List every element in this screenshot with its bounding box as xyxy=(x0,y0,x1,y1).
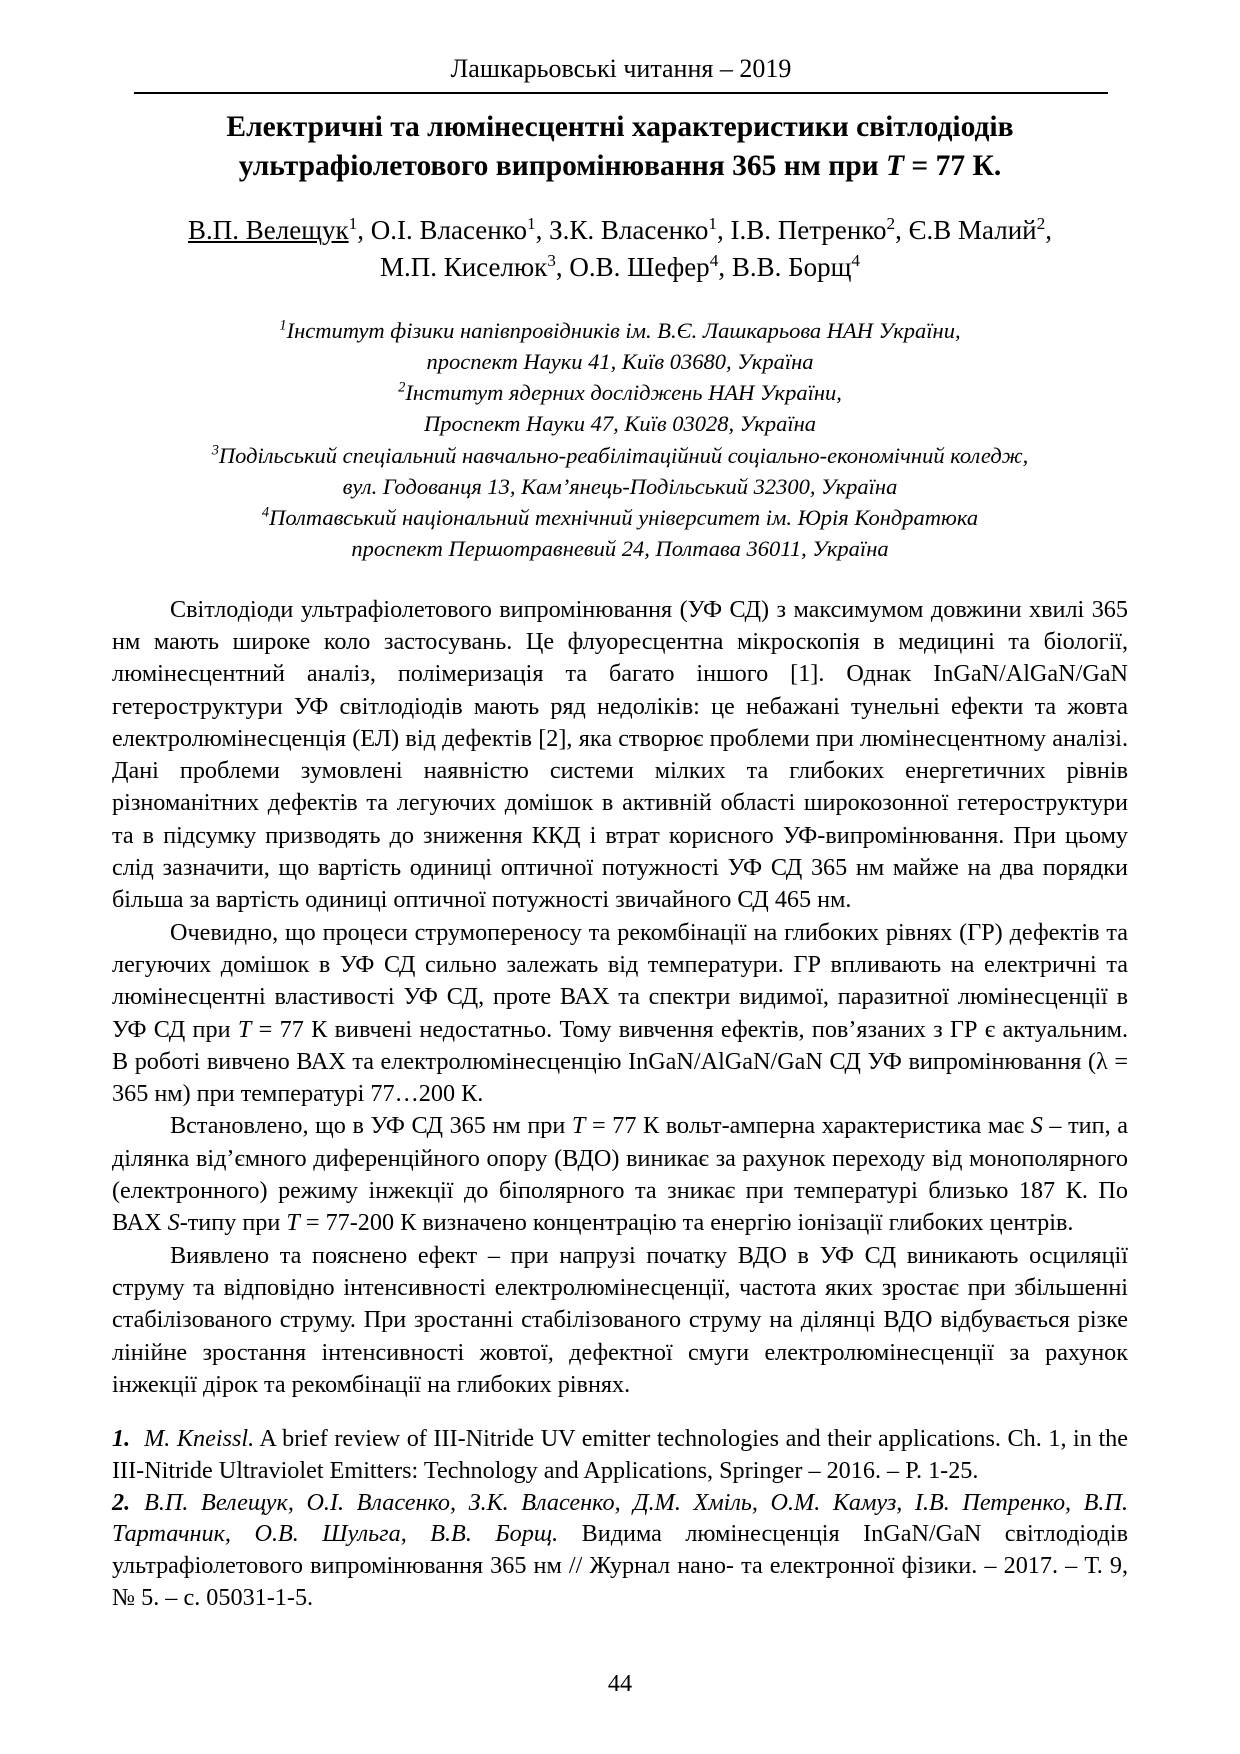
page-number: 44 xyxy=(607,1670,633,1697)
affiliation-text: Полтавський національний технічний університет ім. Юрія Кондратюка xyxy=(269,504,979,530)
affiliation-text: вул. Годованця 13, Кам’янець-Подільський 32300, Україна xyxy=(342,473,898,499)
paragraph-3-part-c: – тип, а ділянка від’ємного диференційного опору (ВДО) виникає за рахунок переходу від монополярного (електронного) режиму інжекції до біполярного та зникає при температурі близько 187 К. По ВАХ xyxy=(112,1112,1128,1237)
title-line-1: Електричні та люмінесцентні характеристики світлодіодів xyxy=(226,111,1014,143)
paragraph-4: Виявлено та пояснено ефект – при напрузі початку ВДО в УФ СД виникають осциляції струму та відповідно інтенсивності електролюмінесценції, частота яких зростає при збільшенні стабілізованого струму. При зростанні стабілізованого струму на ділянці ВДО відбувається різке лінійне зростання інтенсивності жовтої, дефектної смуги електролюмінесценції за рахунок інжекції дірок та рекомбінації на глибоких рівнях. xyxy=(112,1241,1128,1398)
affiliation-text: проспект Науки 41, Київ 03680, Україна xyxy=(426,349,814,375)
author-line-1-comma: , xyxy=(1045,214,1052,245)
affiliation-item xyxy=(112,440,1128,471)
reference-list xyxy=(112,1423,1128,1613)
author-veleshchuk-affiliation-marker: 1 xyxy=(348,213,358,233)
paragraph-3 xyxy=(112,1110,1128,1239)
author-veleshchuk: В.П. Велещук xyxy=(187,214,349,245)
page-content xyxy=(112,104,1128,1613)
reference-number: 1. xyxy=(112,1425,131,1453)
affiliation-item xyxy=(112,408,1128,439)
author-shefer: , О.В. Шефер xyxy=(555,251,710,282)
author-petrenko-affiliation-marker: 2 xyxy=(886,213,896,233)
running-header: Лашкарьовські читання – 2019 xyxy=(450,54,792,83)
reference-item xyxy=(112,1487,1128,1614)
paragraph-2-part-a: Очевидно, що процеси струмопереносу та рекомбінації на глибоких рівнях (ГР) дефектів та легуючих домішок в УФ СД сильно залежать від температури. ГР впливають на електричні та люмінесцентні властивості УФ СД, проте ВАХ та спектри видимої, паразитної люмінесценції в УФ СД при xyxy=(112,918,1128,1043)
reference-authors: В.П. Велещук, О.І. Власенко, З.К. Власенко, Д.М. Хміль, О.М. Камуз, І.В. Петренко, В.П. Тартачник, О.В. Шульга, В.В. Борщ. xyxy=(112,1488,1128,1548)
abstract-body xyxy=(112,594,1128,1401)
header-divider-rule xyxy=(134,92,1108,94)
symbol-S: S xyxy=(167,1209,180,1237)
paragraph-3-part-a: Встановлено, що в УФ СД 365 нм при xyxy=(170,1112,572,1140)
author-vlasenko-o: , О.І. Власенко xyxy=(357,214,527,245)
affiliation-marker: 3 xyxy=(211,442,219,458)
affiliation-text: Інститут ядерних досліджень НАН України, xyxy=(405,380,842,406)
reference-number: 2. xyxy=(112,1488,131,1516)
paragraph-3-part-b: = 77 К вольт-амперна характеристика має xyxy=(585,1112,1031,1140)
affiliation-item xyxy=(112,377,1128,408)
author-vlasenko-z: , З.К. Власенко xyxy=(535,214,709,245)
author-borshch: , В.В. Борщ xyxy=(718,251,852,282)
reference-text: Видима люмінесценція InGaN/GaN світлодіодів ультрафіолетового випромінювання 365 нм // Журнал нано- та електронної фізики. – 2017. – Т. 9, № 5. – с. 05031-1-5. xyxy=(112,1520,1128,1611)
author-malyi-affiliation-marker: 2 xyxy=(1036,213,1046,233)
symbol-T: T xyxy=(237,1015,252,1043)
reference-text: A brief review of III-Nitride UV emitter technologies and their applications. Ch. 1, in the III-Nitride Ultraviolet Emitters: Technology and Applications, Springer – 2016. – P. 1-25. xyxy=(112,1425,1128,1484)
affiliation-marker: 2 xyxy=(398,379,406,396)
page-title xyxy=(148,104,1092,186)
author-list xyxy=(152,212,1088,285)
affiliation-item xyxy=(112,346,1128,377)
affiliation-text: Подільський спеціальний навчально-реабілітаційний соціально-економічний коледж, xyxy=(218,442,1029,468)
affiliation-item xyxy=(112,315,1128,346)
affiliation-item xyxy=(112,471,1128,502)
author-vlasenko-z-affiliation-marker: 1 xyxy=(708,213,717,233)
symbol-S: S xyxy=(1030,1112,1043,1140)
reference-authors: M. Kneissl. xyxy=(144,1425,255,1453)
author-shefer-affiliation-marker: 4 xyxy=(709,250,719,270)
affiliation-marker: 4 xyxy=(261,504,270,521)
symbol-T: T xyxy=(286,1209,300,1237)
symbol-T: T xyxy=(571,1112,586,1140)
paragraph-2-part-b: = 77 К вивчені недостатньо. Тому вивчення ефектів, пов’язаних з ГР є актуальним. В роботі вивчено ВАХ та електролюмінесценцію InGaN/AlGaN/GaN СД УФ випромінювання (λ = 365 нм) при температурі 77…200 К. xyxy=(112,1015,1128,1108)
author-kyseliuk-affiliation-marker: 3 xyxy=(547,250,556,270)
author-petrenko: , І.В. Петренко xyxy=(716,214,887,245)
author-malyi: , Є.В Малий xyxy=(895,214,1037,245)
paragraph-3-part-e: = 77-200 К визначено концентрацію та енергію іонізації глибоких центрів. xyxy=(299,1209,1074,1237)
affiliation-text: Проспект Науки 47, Київ 03028, Україна xyxy=(423,411,816,437)
affiliation-item xyxy=(112,533,1128,564)
paragraph-1: Світлодіоди ультрафіолетового випромінювання (УФ СД) з максимумом довжини хвилі 365 нм мають широке коло застосувань. Це флуоресцентна мікроскопія в медицині та біології, люмінесцентний аналіз, полімеризація та багато іншого [1]. Однак InGaN/AlGaN/GaN гетероструктури УФ світлодіодів мають ряд недоліків: це небажані тунельні ефекти та жовта електролюмінесценція (ЕЛ) від дефектів [2], яка створює проблеми при люмінесцентному аналізі. Дані проблеми зумовлені наявністю системи мілких та глибоких енергетичних рівнів різноманітних дефектів та легуючих домішок в активній області широкозонної гетероструктури та в підсумку призводять до зниження ККД і втрат корисного УФ-випромінювання. При цьому слід зазначити, що вартість одиниці оптичної потужності УФ СД 365 нм майже на два порядки більша за вартість одиниці оптичної потужності звичайного СД 465 нм. xyxy=(112,595,1128,914)
author-borshch-affiliation-marker: 4 xyxy=(851,250,861,270)
affiliation-marker: 1 xyxy=(279,317,287,334)
author-kyseliuk: М.П. Киселюк xyxy=(379,251,548,282)
paragraph-2 xyxy=(112,917,1128,1111)
title-line-2-prefix: ультрафіолетового випромінювання 365 нм при xyxy=(238,149,887,182)
affiliation-text: проспект Першотравневий 24, Полтава 36011, Україна xyxy=(351,535,889,561)
affiliation-text: Інститут фізики напівпровідників ім. В.Є. Лашкарьова НАН України, xyxy=(286,318,961,344)
affiliation-item xyxy=(112,502,1128,533)
title-symbol-T: T xyxy=(886,149,905,182)
reference-item xyxy=(112,1423,1128,1486)
paragraph-3-part-d: -типу при xyxy=(179,1209,287,1237)
title-line-2-suffix: = 77 К. xyxy=(904,149,1002,182)
affiliation-list xyxy=(112,315,1128,563)
author-vlasenko-o-affiliation-marker: 1 xyxy=(526,213,536,233)
